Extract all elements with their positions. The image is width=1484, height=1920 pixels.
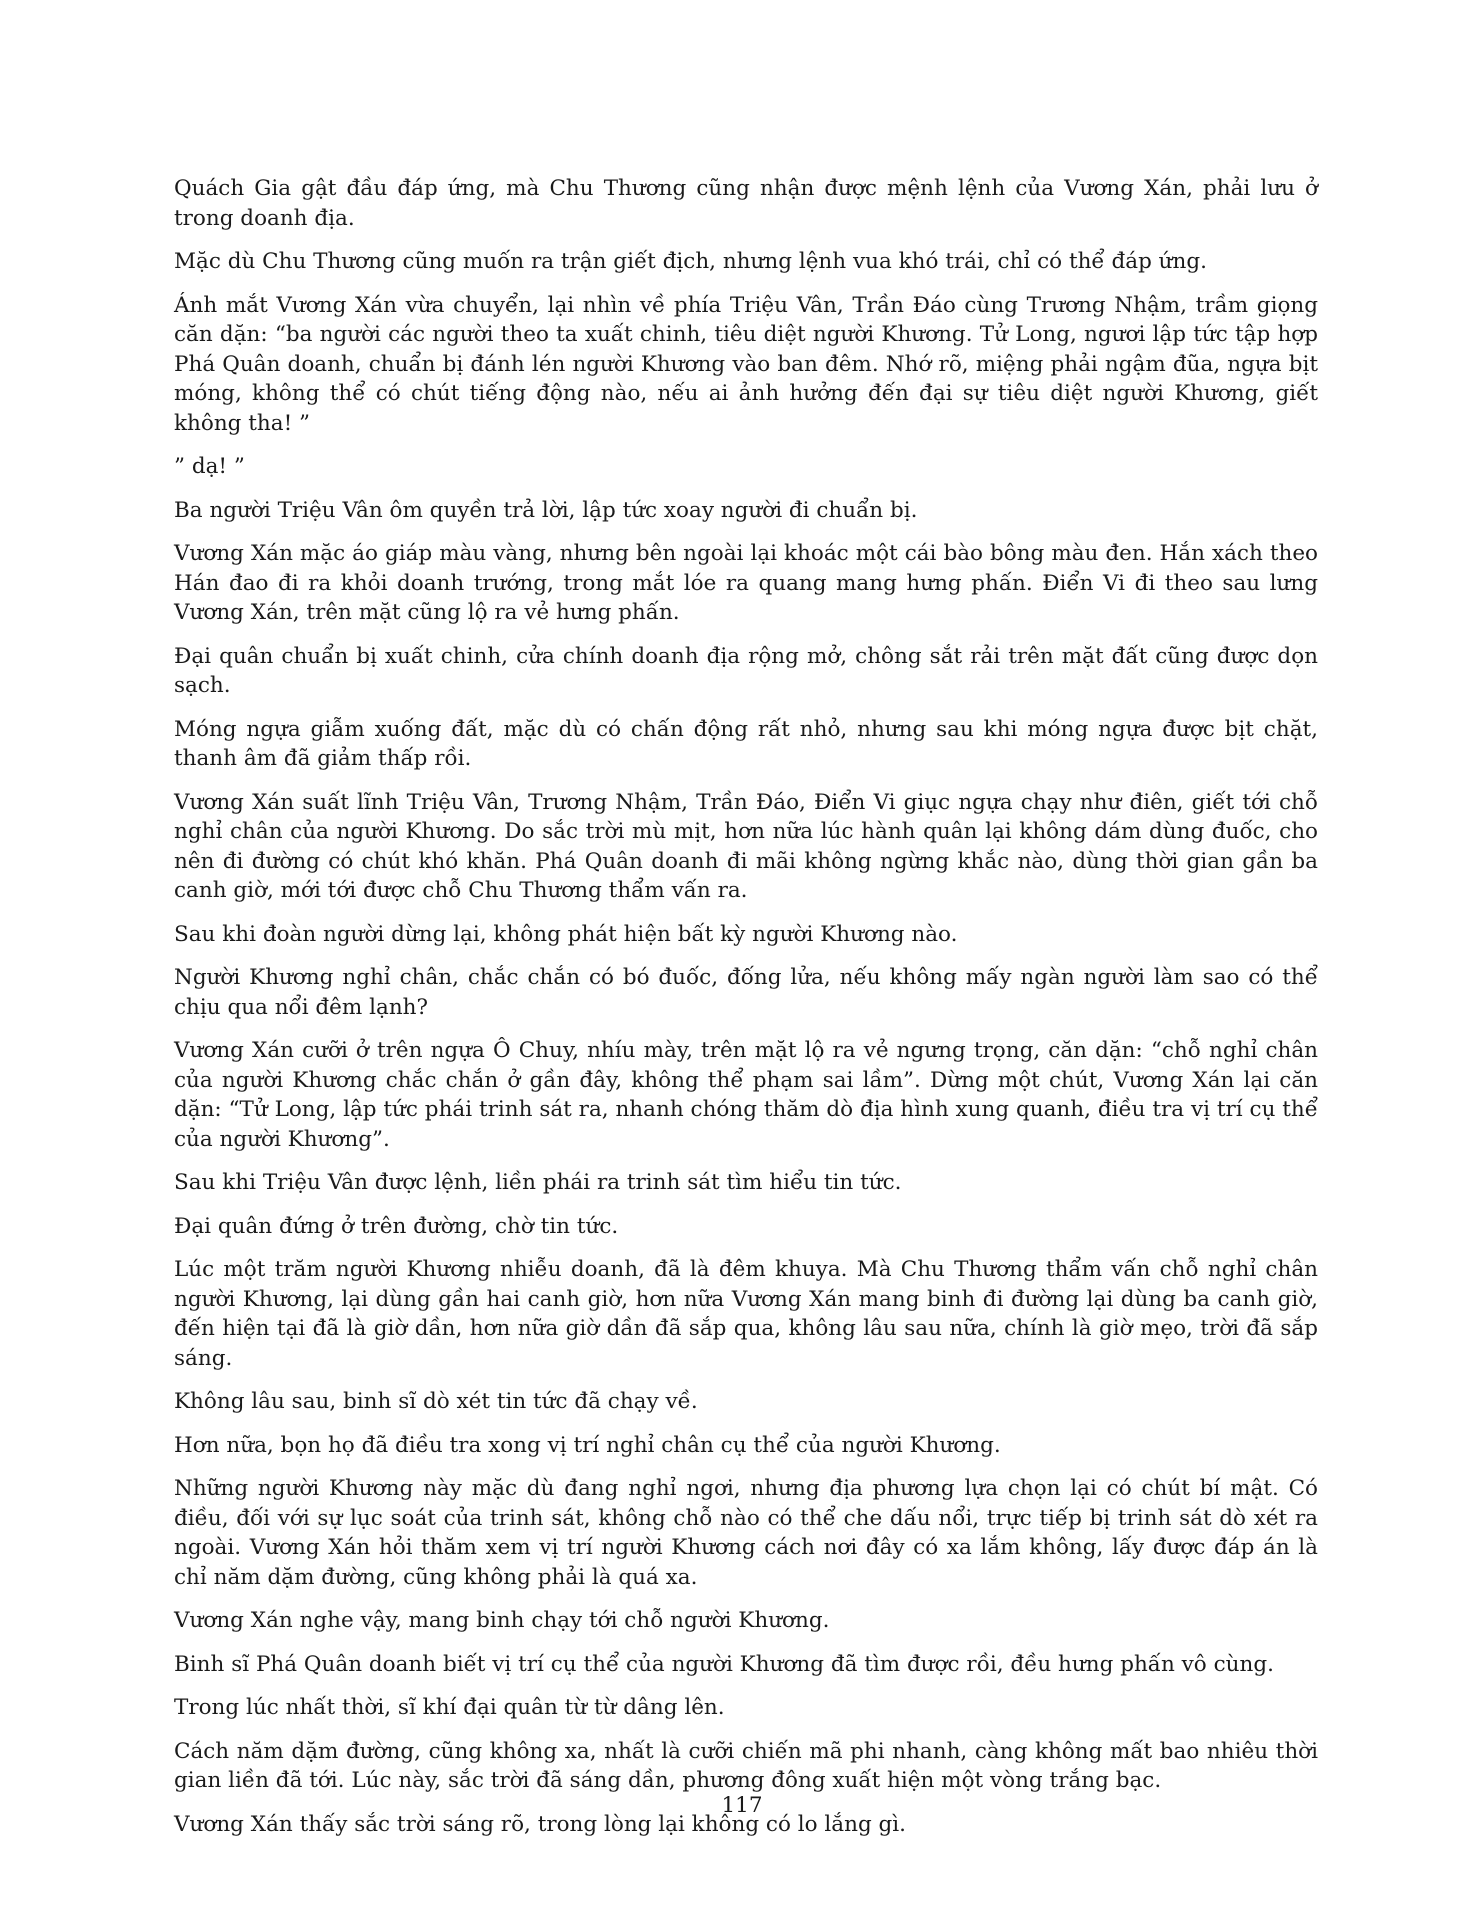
paragraph: Vương Xán cưỡi ở trên ngựa Ô Chuy, nhíu mày, trên mặt lộ ra vẻ ngưng trọng, căn dặn: “chỗ nghỉ chân của người Khương chắc chắn ở gần đây, không thể phạm sai lầm”. Dừng một chút, Vương Xán lại căn dặn: “Tử Long, lập tức phái trinh sát ra, nhanh chóng thăm dò địa hình xung quanh, điều tra vị trí cụ thể của người Khương”. xyxy=(174,1038,1318,1152)
paragraph: Vương Xán nghe vậy, mang binh chạy tới chỗ người Khương. xyxy=(174,1608,830,1633)
paragraph: Lúc một trăm người Khương nhiễu doanh, đã là đêm khuya. Mà Chu Thương thẩm vấn chỗ nghỉ chân người Khương, lại dùng gần hai canh giờ, hơn nữa Vương Xán mang binh đi đường lại dùng ba canh giờ, đến hiện tại đã là giờ dần, hơn nữa giờ dần đã sắp qua, không lâu sau nữa, chính là giờ mẹo, trời đã sắp sáng. xyxy=(174,1257,1318,1371)
paragraph: Người Khương nghỉ chân, chắc chắn có bó đuốc, đống lửa, nếu không mấy ngàn người làm sao có thể chịu qua nổi đêm lạnh? xyxy=(174,965,1318,1020)
paragraph: Mặc dù Chu Thương cũng muốn ra trận giết địch, nhưng lệnh vua khó trái, chỉ có thể đáp ứng. xyxy=(174,249,1207,274)
paragraph: Hơn nữa, bọn họ đã điều tra xong vị trí nghỉ chân cụ thể của người Khương. xyxy=(174,1432,1001,1458)
paragraph: Móng ngựa giẫm xuống đất, mặc dù có chấn động rất nhỏ, nhưng sau khi móng ngựa được bịt chặt, thanh âm đã giảm thấp rồi. xyxy=(174,716,1318,771)
page-body xyxy=(174,174,1318,1853)
paragraph: Không lâu sau, binh sĩ dò xét tin tức đã chạy về. xyxy=(174,1389,698,1414)
paragraph: Vương Xán mặc áo giáp màu vàng, nhưng bên ngoài lại khoác một cái bào bông màu đen. Hắn xách theo Hán đao đi ra khỏi doanh trướng, trong mắt lóe ra quang mang hưng phấn. Điển Vi đi theo sau lưng Vương Xán, trên mặt cũng lộ ra vẻ hưng phấn. xyxy=(174,541,1318,625)
paragraph: Vương Xán thấy sắc trời sáng rõ, trong lòng lại không có lo lắng gì. xyxy=(174,1811,907,1837)
paragraph: Đại quân đứng ở trên đường, chờ tin tức. xyxy=(174,1213,619,1239)
page-number: 117 xyxy=(721,1793,763,1818)
paragraph: Quách Gia gật đầu đáp ứng, mà Chu Thương cũng nhận được mệnh lệnh của Vương Xán, phải lưu ở trong doanh địa. xyxy=(174,176,1318,231)
paragraph: Cách năm dặm đường, cũng không xa, nhất là cưỡi chiến mã phi nhanh, càng không mất bao nhiêu thời gian liền đã tới. Lúc này, sắc trời đã sáng dần, phương đông xuất hiện một vòng trắng bạc. xyxy=(174,1738,1318,1793)
paragraph: ” dạ! ” xyxy=(174,454,245,479)
paragraph: Trong lúc nhất thời, sĩ khí đại quân từ từ dâng lên. xyxy=(174,1695,725,1720)
paragraph: Đại quân chuẩn bị xuất chinh, cửa chính doanh địa rộng mở, chông sắt rải trên mặt đất cũng được dọn sạch. xyxy=(174,643,1318,698)
paragraph: Sau khi Triệu Vân được lệnh, liền phái ra trinh sát tìm hiểu tin tức. xyxy=(174,1170,902,1195)
paragraph: Vương Xán suất lĩnh Triệu Vân, Trương Nhậm, Trần Đáo, Điển Vi giục ngựa chạy như điên, giết tới chỗ nghỉ chân của người Khương. Do sắc trời mù mịt, hơn nữa lúc hành quân lại không dám dùng đuốc, cho nên đi đường có chút khó khăn. Phá Quân doanh đi mãi không ngừng khắc nào, dùng thời gian gần ba canh giờ, mới tới được chỗ Chu Thương thẩm vấn ra. xyxy=(174,789,1318,903)
paragraph: Binh sĩ Phá Quân doanh biết vị trí cụ thể của người Khương đã tìm được rồi, đều hưng phấn vô cùng. xyxy=(174,1651,1274,1677)
paragraph: Ánh mắt Vương Xán vừa chuyển, lại nhìn về phía Triệu Vân, Trần Đáo cùng Trương Nhậm, trầm giọng căn dặn: “ba người các người theo ta xuất chinh, tiêu diệt người Khương. Tử Long, ngươi lập tức tập hợp Phá Quân doanh, chuẩn bị đánh lén người Khương vào ban đêm. Nhớ rõ, miệng phải ngậm đũa, ngựa bịt móng, không thể có chút tiếng động nào, nếu ai ảnh hưởng đến đại sự tiêu diệt người Khương, giết không tha! ” xyxy=(174,292,1318,436)
paragraph: Ba người Triệu Vân ôm quyền trả lời, lập tức xoay người đi chuẩn bị. xyxy=(174,497,918,523)
paragraph: Những người Khương này mặc dù đang nghỉ ngơi, nhưng địa phương lựa chọn lại có chút bí mật. Có điều, đối với sự lục soát của trinh sát, không chỗ nào có thể che dấu nổi, trực tiếp bị trinh sát dò xét ra ngoài. Vương Xán hỏi thăm xem vị trí người Khương cách nơi đây có xa lắm không, lấy được đáp án là chỉ năm dặm đường, cũng không phải là quá xa. xyxy=(174,1476,1318,1590)
paragraph: Sau khi đoàn người dừng lại, không phát hiện bất kỳ người Khương nào. xyxy=(174,921,958,947)
